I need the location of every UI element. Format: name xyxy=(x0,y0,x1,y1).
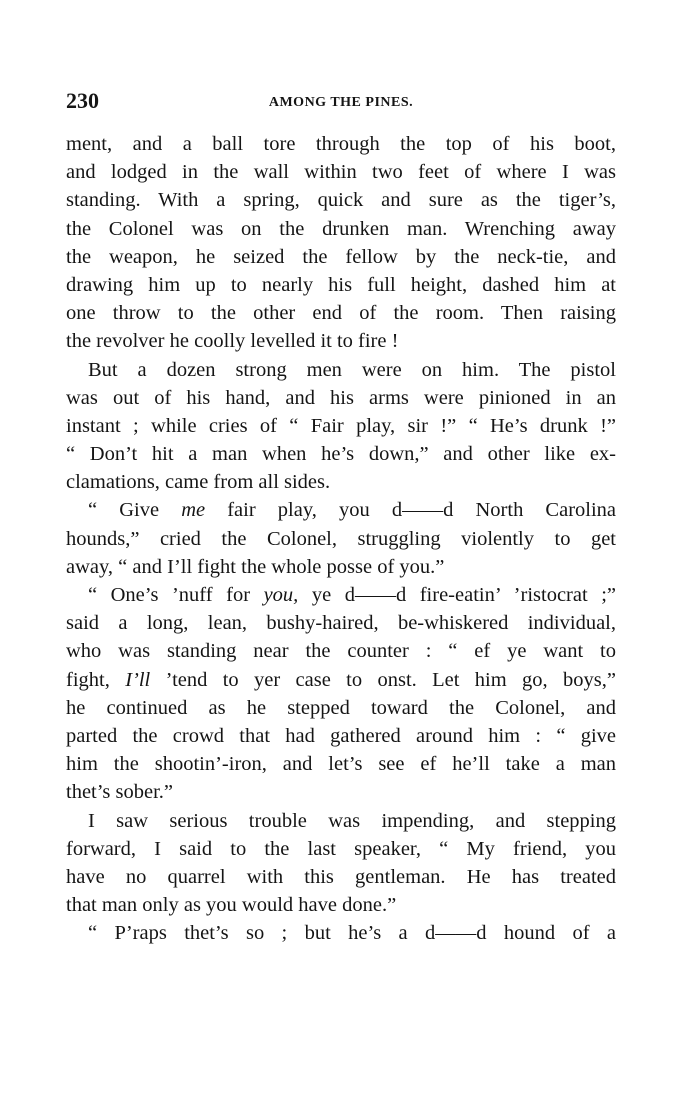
running-title: AMONG THE PINES. xyxy=(268,95,414,110)
text-line: thet’s sober.” xyxy=(66,781,174,804)
text-segment: ye d——d fire-eatin’ ’ristocrat ;” xyxy=(311,584,616,606)
text-line xyxy=(66,496,616,524)
text-line: one throw to the other end of the room. Then raising xyxy=(66,302,616,325)
text-line xyxy=(66,666,616,694)
text-line: and lodged in the wall within two feet of where I was xyxy=(66,161,616,184)
text-line: the Colonel was on the drunken man. Wrenching away xyxy=(66,217,616,240)
text-line: was out of his hand, and his arms were pinioned in an xyxy=(66,386,616,409)
text-line: that man only as you would have done.” xyxy=(66,894,397,917)
text-line: said a long, lean, bushy-haired, be-whiskered individual, xyxy=(66,612,616,635)
text-line: drawing him up to nearly his full height, dashed him at xyxy=(66,273,616,296)
text-line: clamations, came from all sides. xyxy=(66,471,331,494)
italic-word: me xyxy=(181,499,206,522)
text-line: ment, and a ball tore through the top of his boot, xyxy=(66,133,616,155)
text-line: But a dozen strong men were on him. The pistol xyxy=(88,358,616,381)
text-line: away, “ and I’ll fight the whole posse of you.” xyxy=(66,555,445,578)
text-line: hounds,” cried the Colonel, struggling violently to get xyxy=(66,527,616,550)
page-header xyxy=(66,86,616,116)
italic-word: I’ll xyxy=(125,668,151,691)
body-text xyxy=(66,130,616,947)
text-line: I saw serious trouble was impending, and stepping xyxy=(88,809,616,832)
page-number: 230 xyxy=(66,88,99,113)
text-line: have no quarrel with this gentleman. He has treated xyxy=(66,865,616,888)
text-line: “ Don’t hit a man when he’s down,” and other like ex- xyxy=(66,443,616,466)
text-segment: “ One’s ’nuff for xyxy=(88,584,251,606)
text-line: who was standing near the counter : “ ef ye want to xyxy=(66,640,616,663)
text-line: the revolver he coolly levelled it to fire ! xyxy=(66,330,399,353)
text-segment: “ Give xyxy=(88,499,160,522)
text-line: the weapon, he seized the fellow by the neck-tie, and xyxy=(66,245,616,268)
text-line: forward, I said to the last speaker, “ My friend, you xyxy=(66,837,616,860)
text-line: he continued as he stepped toward the Colonel, and xyxy=(66,696,616,719)
text-segment: fight, xyxy=(66,668,110,691)
text-line: parted the crowd that had gathered around him : “ give xyxy=(66,724,616,747)
text-line: him the shootin’-iron, and let’s see ef he’ll take a man xyxy=(66,753,616,776)
text-line: instant ; while cries of “ Fair play, sir !” “ He’s drunk !” xyxy=(66,414,616,437)
text-line: “ P’raps thet’s so ; but he’s a d——d hound of a xyxy=(88,922,616,945)
text-segment: fair play, you d——d North Carolina xyxy=(227,499,617,522)
italic-word: you, xyxy=(263,584,299,606)
text-segment: ’tend to yer case to onst. Let him go, boys,” xyxy=(165,668,616,691)
text-line xyxy=(66,581,616,609)
text-line: standing. With a spring, quick and sure as the tiger’s, xyxy=(66,189,616,212)
